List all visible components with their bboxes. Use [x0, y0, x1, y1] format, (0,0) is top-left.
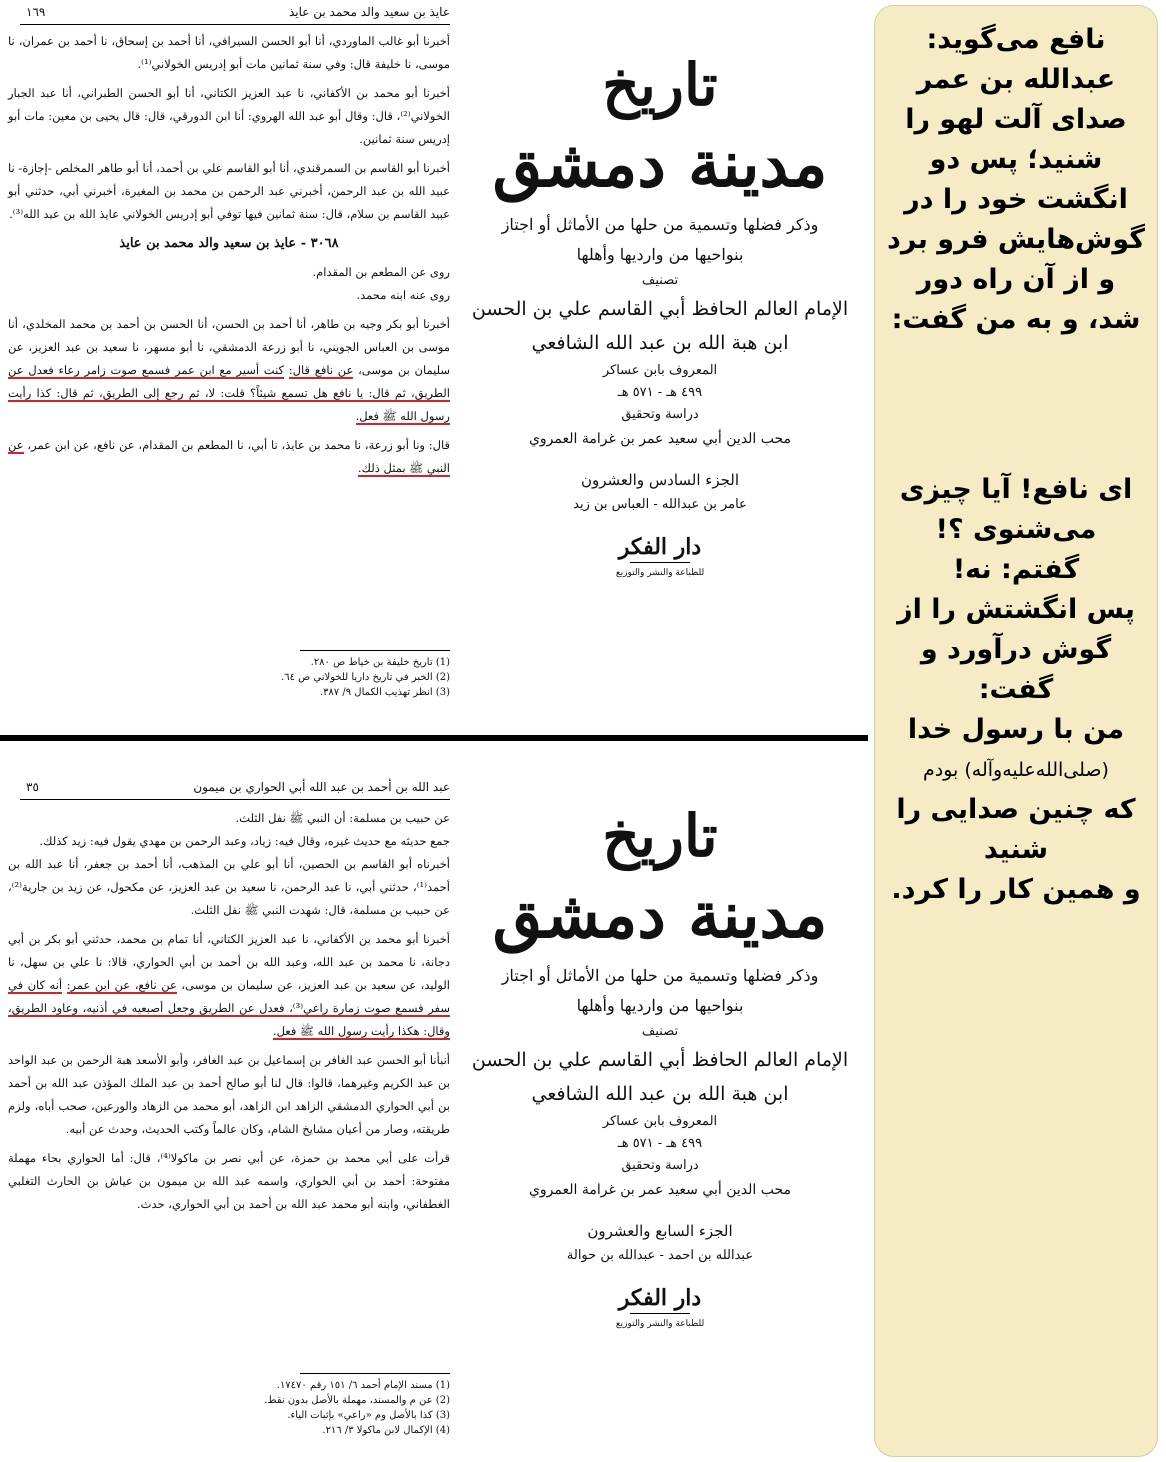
- translation-line: گفت:: [978, 674, 1054, 705]
- entry-line: روى عن المطعم بن المقدام.: [312, 265, 450, 279]
- translation-line: گوش‌هایش فرو برد: [887, 224, 1145, 255]
- paragraph: قرأت على أبي محمد بن حمزة، عن أبي نصر بن ماكولا⁽⁴⁾، قال: أما الحواري بحاء مهملة مفتوحة: أحمد بن أبي الحواري، واسمه عبد الله بن ميمون بن عياش بن الحارث التغلبي الغطفاني، وابنه أبو محمد عبد الله بن أحمد بن أبي الحواري، حدث.: [8, 1151, 450, 1211]
- book-title: تاريخ: [602, 51, 718, 119]
- paragraph: أخبرنا أبو القاسم بن السمرقندي، أنا أبو القاسم علي بن أحمد، أنا أبو طاهر المخلص -إجازة- نا عبيد الله بن عبد الرحمن، أخبرني عبد الرحمن بن محمد بن المغيرة، أخبرني أبي، حدثني أبو عبيد القاسم بن سلام، قال: سنة ثمانين فيها توفي أبو إدريس الخولاني عايذ الله بن عبد الله⁽³⁾.: [8, 161, 450, 221]
- footnote: (2) الخبر في تاريخ داريا للخولاني ص ٦٤.: [281, 672, 450, 683]
- tasnif-label: تصنيف: [641, 1024, 679, 1039]
- translation-line: و از آن راه دور: [916, 264, 1116, 295]
- author-name: ابن هبة الله بن عبد الله الشافعي: [531, 1083, 789, 1105]
- isnad-paragraph: [8, 928, 450, 1043]
- isnad-paragraph: [8, 313, 450, 428]
- running-head: عبد الله بن أحمد بن عبد الله أبي الحواري بن ميمون: [193, 780, 450, 794]
- paragraph: عن حبيب بن مسلمة: أن النبي ﷺ نفل الثلث.: [235, 811, 450, 825]
- footnotes: [8, 650, 450, 700]
- footnote-rule: [300, 650, 450, 651]
- book-title-main: مدينة دمشق: [492, 878, 828, 953]
- translation-line: ای نافع! آیا چیزی: [899, 474, 1133, 505]
- book-title-page: [460, 50, 860, 579]
- highlighted-hadith: كنت أسير مع ابن عمر فسمع صوت زامر رعاء فعدل عن الطريق، ثم قال: يا نافع هل تسمع شيئاً؟ قلت: لا، ثم رجع إلى الطريق، ثم قال: كذا رأيت رسول الله ﷺ فعل.: [8, 363, 450, 423]
- publisher-rule: [630, 1313, 690, 1314]
- translation-line: شنید؛ پس دو: [929, 144, 1103, 175]
- translation-line-honorific: (صلی‌الله‌علیه‌وآله) بودم: [923, 759, 1109, 781]
- author-name: الإمام العالم الحافظ أبي القاسم علي بن الحسن: [471, 298, 849, 320]
- volume-label: الجزء السابع والعشرون: [587, 1222, 733, 1240]
- publisher-subtitle: للطباعة والنشر والتوزيع: [615, 568, 705, 578]
- study-label: دراسة وتحقيق: [621, 1158, 699, 1173]
- highlighted-narrator: عن نافع، عن ابن عمر:: [66, 978, 177, 992]
- translation-line: و همین کار را کرد.: [891, 874, 1141, 905]
- running-head: عايذ بن سعيد والد محمد بن عايذ: [288, 5, 450, 19]
- paragraph: أخبرنا أبو غالب الماوردي، أنا أبو الحسن السيرافي، أنا أحمد بن إسحاق، نا أحمد بن عمران، نا موسى، نا خليفة قال: وفي سنة ثمانين مات أبو إدريس الخولاني⁽¹⁾.: [8, 34, 450, 71]
- closing-text: قال: ونا أبو زرعة، نا محمد بن عايذ، نا أبي، نا المطعم بن المقدام، عن نافع، عن ابن عمر،: [23, 438, 450, 452]
- footnote: (3) كذا بالأصل وم «راعي» بإثبات الياء.: [287, 1410, 450, 1421]
- translation-gap: [875, 340, 1157, 470]
- page-header: [20, 0, 450, 25]
- footnote: (2) عن م والمسند، مهملة بالأصل بدون نقط.: [264, 1395, 450, 1406]
- author-known-as: المعروف بابن عساكر: [602, 1114, 718, 1129]
- highlighted-closing: عن النبي ﷺ بمثل ذلك.: [8, 438, 450, 475]
- isnad-text: أخبرنا أبو بكر وجيه بن طاهر، أنا أحمد بن الحسن، أنا الحسن بن أحمد بن محمد المخلدي، أنا موسى بن العباس الجويني، نا أبو زرعة الدمشقي، نا أبو مسهر، نا سعيد بن عبد العزيز، عن سليمان بن موسى،: [8, 317, 451, 377]
- paragraph: أنبأنا أبو الحسن عبد الغافر بن إسماعيل بن عبد الغافر، وأبو الأسعد هبة الرحمن بن عبد الواحد بن عبد الكريم وغيرهما، قالوا: قال لنا أبو صالح أحمد بن عبد الملك المؤذن عبد الله بن أحمد بن أبي الحواري الدمشقي الزاهد ابن الزاهد، أبو محمد من الزهاد والورعين، صحب أباه، ولزم طريقته، وصار من أعيان مشايخ الشام، وكان عالماً وكتب الحديث، وحدث عن أبيه.: [8, 1053, 450, 1136]
- translation-line: من با رسول خدا: [907, 714, 1125, 745]
- paragraph: أخبرناه أبو القاسم بن الحصين، أنا أبو علي بن المذهب، أنا أحمد بن جعفر، أنا عبد الله بن أحمد⁽¹⁾، حدثني أبي، نا عبد الرحمن، نا سعيد بن عبد العزيز، عن مكحول، عن زيد بن جارية⁽²⁾، عن حبيب بن مسلمة، قال: شهدت النبي ﷺ نفل الثلث.: [8, 857, 450, 917]
- book-page-text: [8, 30, 450, 486]
- book-title: تاريخ: [602, 802, 718, 870]
- highlighted-hadith: أنه كان في سفر فسمع صوت زمارة راعي⁽³⁾، فعدل عن الطريق وجعل أصبعيه في أذنيه، وعاود الطريق، وقال: هكذا رأيت رسول الله ﷺ فعل.: [8, 978, 450, 1038]
- translation-line: عبدالله بن عمر: [916, 64, 1116, 95]
- footnote: (1) مسند الإمام أحمد ٦/ ١٥١ رقم ١٧٤٧٠.: [276, 1380, 450, 1391]
- study-label: دراسة وتحقيق: [621, 407, 699, 422]
- author-name: ابن هبة الله بن عبد الله الشافعي: [531, 332, 789, 354]
- translation-line: گفتم: نه!: [952, 554, 1080, 585]
- editor-name: محب الدين أبي سعيد عمر بن غرامة العمروي: [528, 431, 792, 447]
- highlighted-narrator: عن نافع قال:: [288, 363, 354, 377]
- paragraph: أخبرنا أبو محمد بن الأكفاني، نا عبد العزيز الكتاني، أنا أبو الحسن الطبراني، أنا عبد الجبار الخولاني⁽²⁾، قال: وقال أبو عبد الله الهروي: أنا ابن الدورقي، قال: قال يحيى بن معين: مات أبو إدريس سنة ثمانين.: [8, 86, 450, 146]
- translation-panel: [874, 5, 1158, 1457]
- closing-paragraph: [8, 434, 450, 480]
- volume-range: عبدالله بن احمد - عبدالله بن حوالة: [566, 1248, 754, 1263]
- book-subtitle: وذكر فضلها وتسمية من حلها من الأماثل أو اجتاز: [501, 215, 819, 234]
- volume-range: عامر بن عبدالله - العباس بن زيد: [573, 497, 747, 512]
- book-scan-volume-26: [0, 0, 868, 735]
- translation-line: پس انگشتش را از: [897, 594, 1135, 625]
- book-subtitle: بنواحيها من وارديها وأهلها: [576, 245, 744, 264]
- translation-line: شنید: [983, 834, 1049, 865]
- translation-line: انگشت خود را در: [904, 184, 1128, 215]
- translation-line: صدای آلت لهو را: [905, 104, 1127, 135]
- book-scan-volume-27: [0, 741, 868, 1462]
- volume-label: الجزء السادس والعشرون: [580, 471, 740, 489]
- book-subtitle: وذكر فضلها وتسمية من حلها من الأماثل أو اجتاز: [501, 966, 819, 985]
- isnad-text: أخبرنا أبو محمد بن الأكفاني، نا عبد العزيز الكتاني، أنا تمام بن محمد، حدثني أبو بكر بن أبي دجانة، نا محمد بن عبد الله، وعبد الله بن أحمد بن أبي الحواري، قالا: نا علي بن سهل، نا الوليد، عن سعيد بن عبد العزيز، عن سليمان بن موسى،: [8, 932, 450, 992]
- footnote-rule: [300, 1373, 450, 1374]
- footnote: (1) تاريخ خليفة بن خياط ص ٢٨٠.: [310, 657, 450, 668]
- author-dates: ٤٩٩ هـ - ٥٧١ هـ: [617, 385, 703, 400]
- page-header: [20, 775, 450, 800]
- book-title-main: مدينة دمشق: [492, 127, 828, 202]
- publisher-subtitle: للطباعة والنشر والتوزيع: [615, 1319, 705, 1329]
- author-name: الإمام العالم الحافظ أبي القاسم علي بن الحسن: [471, 1049, 849, 1071]
- paragraph: جمع حديثه مع حديث غيره، وقال فيه: زياد، وعبد الرحمن بن مهدي يقول فيه: زيد كذلك.: [39, 834, 450, 848]
- footnote: (4) الإكمال لابن ماكولا ٣/ ٢١٦.: [322, 1425, 450, 1436]
- translation-line: نافع می‌گوید:: [926, 24, 1106, 55]
- author-dates: ٤٩٩ هـ - ٥٧١ هـ: [617, 1136, 703, 1151]
- page-number: ٣٥: [26, 780, 39, 794]
- translation-line: شد، و به من گفت:: [891, 304, 1141, 335]
- book-title-page: [460, 801, 860, 1330]
- entry-line: روى عنه ابنه محمد.: [356, 288, 450, 302]
- publisher-logo: دار الفكر: [618, 1285, 702, 1311]
- entry-title: ٣٠٦٨ - عايذ بن سعيد والد محمد بن عايذ: [119, 236, 339, 251]
- translation-line: که چنین صدایی را: [896, 794, 1136, 825]
- tasnif-label: تصنيف: [641, 273, 679, 288]
- editor-name: محب الدين أبي سعيد عمر بن غرامة العمروي: [528, 1182, 792, 1198]
- publisher-logo: دار الفكر: [618, 534, 702, 560]
- page-number: ١٦٩: [26, 5, 46, 19]
- publisher-rule: [630, 562, 690, 563]
- book-subtitle: بنواحيها من وارديها وأهلها: [576, 996, 744, 1015]
- translation-line: می‌شنوی ؟!: [935, 514, 1097, 545]
- translation-line: گوش درآورد و: [920, 634, 1112, 665]
- footnote: (3) انظر تهذيب الكمال ٩/ ٣٨٧.: [319, 687, 450, 698]
- book-page-text: [8, 807, 450, 1222]
- footnotes: [8, 1373, 450, 1438]
- author-known-as: المعروف بابن عساكر: [602, 363, 718, 378]
